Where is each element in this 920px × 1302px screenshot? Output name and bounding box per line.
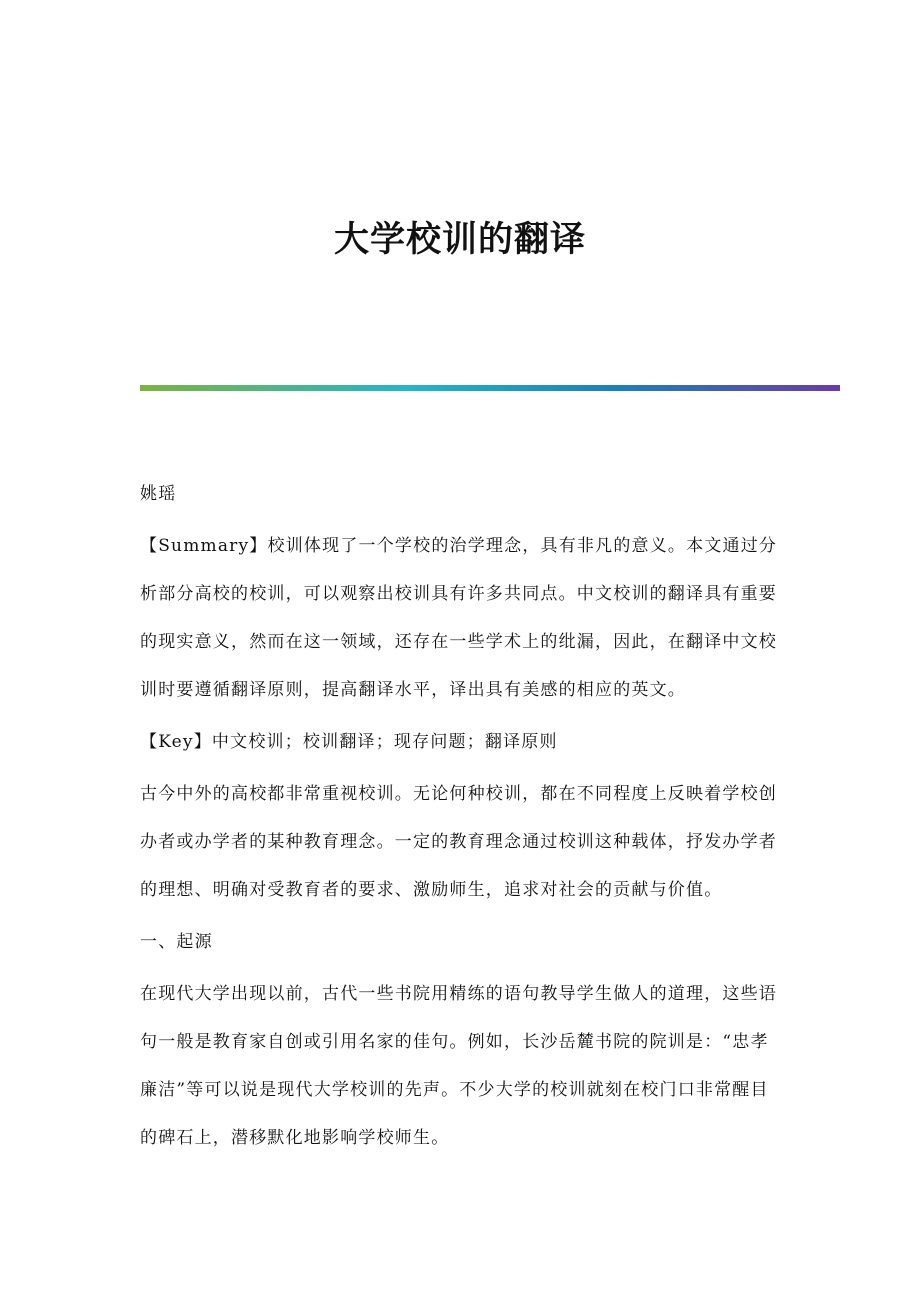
document-body bbox=[140, 470, 780, 1166]
summary-paragraph bbox=[140, 522, 780, 714]
key-text: 中文校训；校训翻译；现存问题；翻译原则 bbox=[211, 732, 558, 752]
summary-tag: 【Summary】 bbox=[140, 536, 268, 556]
key-tag: 【Key】 bbox=[140, 732, 212, 752]
title-divider bbox=[140, 385, 840, 391]
document-title: 大学校训的翻译 bbox=[333, 219, 586, 260]
author-name: 姚瑶 bbox=[140, 484, 177, 504]
section-heading: 一、起源 bbox=[140, 932, 213, 952]
intro-paragraph: 古今中外的高校都非常重视校训。无论何种校训，都在不同程度上反映着学校创办者或办学者的某种教育理念。一定的教育理念通过校训这种载体，抒发办学者的理想、明确对受教育者的要求、激励师生，追求对社会的贡献与价值。 bbox=[140, 784, 777, 900]
summary-text: 校训体现了一个学校的治学理念，具有非凡的意义。本文通过分析部分高校的校训，可以观察出校训具有许多共同点。中文校训的翻译具有重要的现实意义，然而在这一领域，还存在一些学术上的纰漏，因此，在翻译中文校训时要遵循翻译原则，提高翻译水平，译出具有美感的相应的英文。 bbox=[140, 536, 778, 700]
keywords-paragraph bbox=[140, 718, 780, 766]
section-paragraph: 在现代大学出现以前，古代一些书院用精练的语句教导学生做人的道理，这些语句一般是教育家自创或引用名家的佳句。例如，长沙岳麓书院的院训是：“忠孝廉洁”等可以说是现代大学校训的先声。不少大学的校训就刻在校门口非常醒目的碑石上，潜移默化地影响学校师生。 bbox=[140, 984, 777, 1148]
